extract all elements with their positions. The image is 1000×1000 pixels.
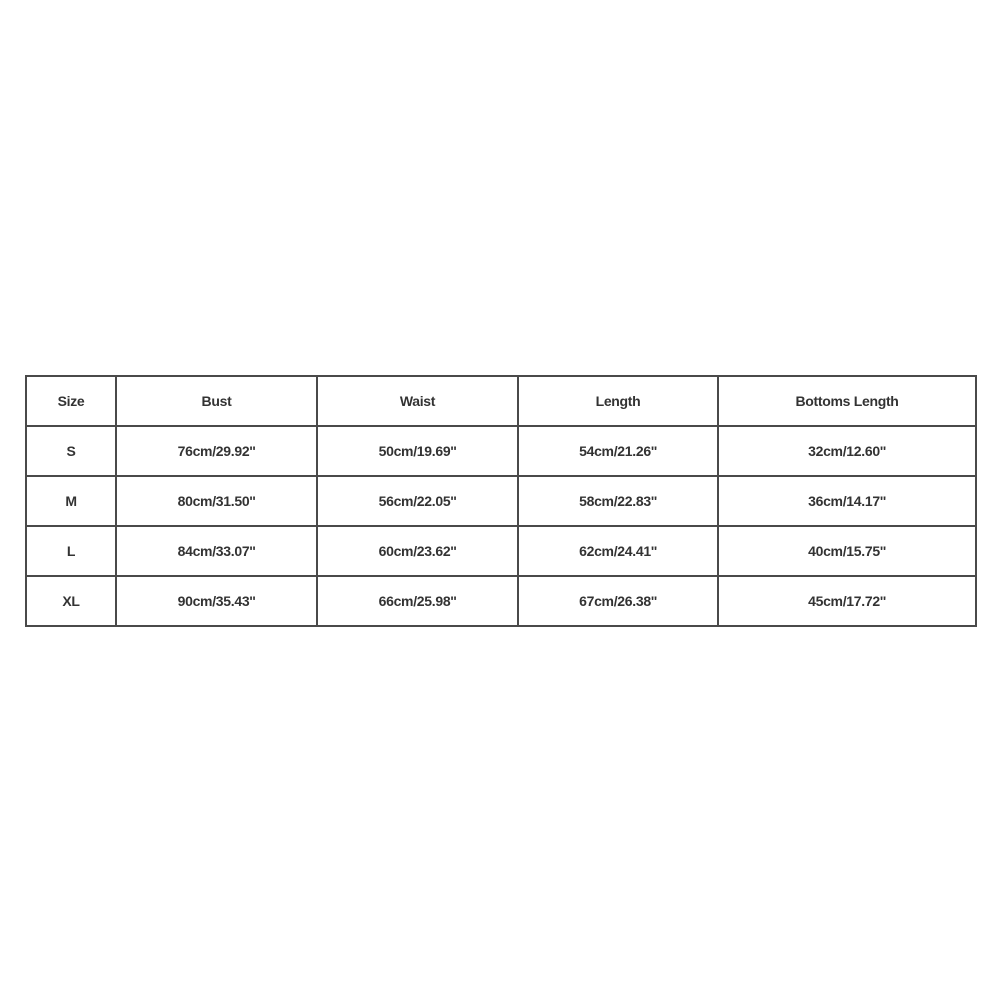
header-bottoms-length: Bottoms Length bbox=[718, 376, 976, 426]
waist-cell: 60cm/23.62'' bbox=[317, 526, 518, 576]
bust-cell: 76cm/29.92'' bbox=[116, 426, 317, 476]
header-bust: Bust bbox=[116, 376, 317, 426]
bust-cell: 80cm/31.50'' bbox=[116, 476, 317, 526]
size-cell: S bbox=[26, 426, 116, 476]
header-length: Length bbox=[518, 376, 718, 426]
header-waist: Waist bbox=[317, 376, 518, 426]
bust-cell: 84cm/33.07'' bbox=[116, 526, 317, 576]
bottoms-length-cell: 32cm/12.60'' bbox=[718, 426, 976, 476]
size-cell: XL bbox=[26, 576, 116, 626]
header-row bbox=[26, 376, 976, 426]
bottoms-length-cell: 45cm/17.72'' bbox=[718, 576, 976, 626]
bottoms-length-cell: 36cm/14.17'' bbox=[718, 476, 976, 526]
length-cell: 62cm/24.41'' bbox=[518, 526, 718, 576]
waist-cell: 56cm/22.05'' bbox=[317, 476, 518, 526]
size-cell: M bbox=[26, 476, 116, 526]
waist-cell: 50cm/19.69'' bbox=[317, 426, 518, 476]
table-row bbox=[26, 526, 976, 576]
table-row bbox=[26, 576, 976, 626]
bust-cell: 90cm/35.43'' bbox=[116, 576, 317, 626]
header-size: Size bbox=[26, 376, 116, 426]
length-cell: 58cm/22.83'' bbox=[518, 476, 718, 526]
length-cell: 67cm/26.38'' bbox=[518, 576, 718, 626]
bottoms-length-cell: 40cm/15.75'' bbox=[718, 526, 976, 576]
table-row bbox=[26, 426, 976, 476]
size-chart-table bbox=[25, 375, 977, 627]
size-cell: L bbox=[26, 526, 116, 576]
length-cell: 54cm/21.26'' bbox=[518, 426, 718, 476]
waist-cell: 66cm/25.98'' bbox=[317, 576, 518, 626]
table-row bbox=[26, 476, 976, 526]
